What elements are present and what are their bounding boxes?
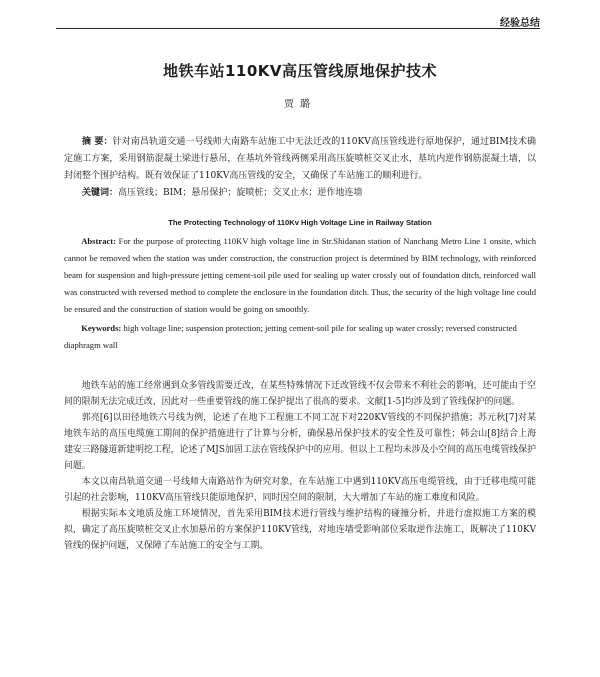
english-title: The Protecting Technology of 110Kv High Voltage Line in Railway Station (168, 218, 432, 227)
keywords-cn (82, 185, 536, 202)
abstract-cn (64, 134, 536, 185)
author-name: 贾璐 (284, 99, 316, 110)
body-paragraph: 根据实际本文地质及施工环境情况，首先采用BIM技术进行管线与维护结构的碰撞分析，并进行虚拟施工方案的模拟，确定了高压旋喷桩交叉止水加悬吊的方案保护110KV管线，对地连墙受影响部位采取逆作法施工，既解决了110KV管线的保护问题，又保障了车站施工的安全与工期。 (64, 509, 536, 551)
column-tag: 经验总结 (500, 18, 540, 29)
header-divider (56, 28, 540, 29)
keywords-en (64, 320, 536, 354)
body-paragraph: 地铁车站的施工经常遇到众多管线需要迁改，在某些特殊情况下迁改管线不仅会带来不利社会的影响，还可能由于空间的限制无法完成迁改，因此对一些重要管线的施工保护提出了很高的要求。文献[1-5]均涉及到了管线保护的问题。 (64, 381, 536, 407)
keywords-cn-text: 高压管线；BIM；悬吊保护；旋喷桩；交叉止水；逆作地连墙 (118, 188, 363, 198)
abstract-cn-label: 摘 要： (82, 137, 113, 147)
abstract-en-label: Abstract: (81, 236, 117, 246)
body-paragraph: 本文以南昌轨道交通一号线师大南路站作为研究对象，在车站施工中遇到110KV高压电缆管线，由于迁移电缆可能引起的社会影响，110KV高压管线只能原地保护，同时因空间的限制，大大增加了车站的施工难度和风险。 (64, 477, 536, 503)
keywords-cn-label: 关键词： (82, 188, 119, 198)
body-paragraph: 郭亮[6]以田径地铁六号线为例，论述了在地下工程施工不同工况下对220KV管线的不同保护措施；苏元秋[7]对某地铁车站的高压电缆施工期间的保护措施进行了计算与分析，确保悬吊保护技术的安全性及可靠性；韩会山[8]结合上海建安三路隧道新建明挖工程，论述了MJS加固工法在管线保护中的应用。但以上工程均未涉及小空间的高压电缆管线保护问题。 (64, 413, 536, 471)
keywords-en-label: Keywords: (81, 323, 122, 333)
abstract-en (64, 233, 536, 318)
keywords-en-text: high voltage line; suspension protection; jetting cement-soil pile for sealing up water crossly; reversed constructed diaphragm wall (64, 323, 517, 350)
abstract-en-text: For the purpose of protecting 110KV high voltage line in Str.Shidanan station of Nanchang Metro Line 1 onsite, which cannot be removed when the station was under construction, the construction project is determined by BIM technology, with reinforced beam for suspension and high-pressure jetting cement-soil pile used for sealing up water crossly out of foundation ditch, reinforced wall was constructed with reversed method to complete the enclosure in the foundation ditch. Thus, the security of the high voltage line could be ensured and the construction of station would be going on smoothly. (64, 236, 536, 314)
paper-title: 地铁车站110KV高压管线原地保护技术 (162, 62, 438, 80)
abstract-cn-text: 针对南昌轨道交通一号线师大南路车站施工中无法迁改的110KV高压管线进行原地保护，通过BIM技术确定施工方案，采用钢筋混凝土梁进行悬吊，在基坑外管线两侧采用高压旋喷桩交叉止水，基坑内逆作钢筋混凝土墙，以封闭整个围护结构。既有效保证了110KV高压管线的安全，又确保了车站施工的顺利进行。 (64, 137, 536, 181)
paper-page (64, 60, 536, 554)
